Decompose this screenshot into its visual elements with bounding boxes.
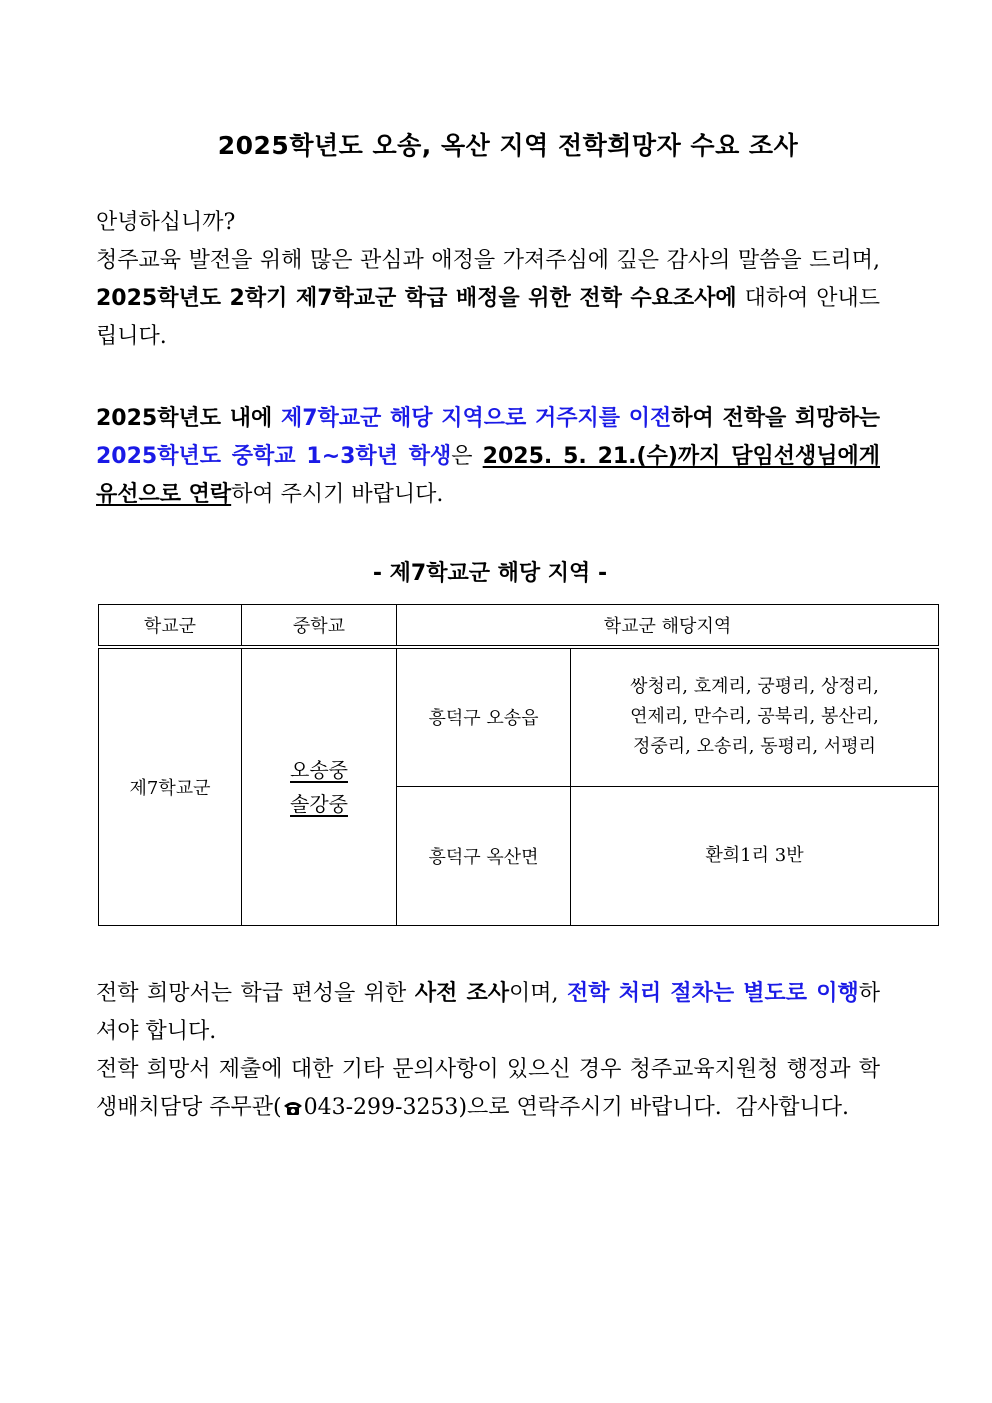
intro-body-text-1: 청주교육 발전을 위해 많은 관심과 애정을 가져주심에 깊은 감사의 말씀을 드리며, [96, 248, 880, 273]
intro-body [96, 242, 880, 356]
intro-paragraph [96, 204, 880, 356]
header-middle-school: 중학교 [242, 605, 397, 648]
phone-number[interactable]: 043-299-3253 [303, 1095, 459, 1120]
notice-target-highlight: 2025학년도 중학교 1~3학년 학생 [96, 444, 452, 469]
village-line: 연제리, 만수리, 공북리, 봉산리, [630, 706, 879, 728]
villages-cell [571, 786, 939, 925]
region-table [98, 604, 939, 926]
notice-part1: 2025학년도 내에 [96, 406, 281, 431]
notice-deadline: 2025. 5. 21.(수)까지 담임선생님에게 유선으로 연락 [96, 444, 880, 507]
closing-part5: 하셔야 합니다. [96, 981, 880, 1044]
table-title: - 제7학교군 해당 지역 - [372, 561, 608, 586]
notice-paragraph [96, 400, 880, 514]
closing-contact-text: 전학 희망서 제출에 대한 기타 문의사항이 있으신 경우 청주교육지원청 행정과 학생배치담당 주무관( [96, 1057, 880, 1120]
closing-contact [96, 1051, 880, 1129]
closing-line-1 [96, 975, 880, 1051]
district-cell: 흥덕구 옥산면 [397, 786, 571, 925]
notice-part3: 하여 전학을 희망하는 [671, 406, 881, 431]
header-school-group: 학교군 [99, 605, 242, 648]
table-header-row [99, 605, 939, 648]
villages-cell [571, 647, 939, 786]
closing-part3: 이며, [509, 981, 568, 1006]
village-line: 쌍청리, 호계리, 궁평리, 상정리, [630, 676, 879, 698]
village-line: 정중리, 오송리, 동평리, 서평리 [633, 736, 876, 758]
intro-body-bold: 2025학년도 2학기 제7학교군 학급 배정을 위한 전학 수요조사에 [96, 286, 737, 311]
notice-part7: 하여 주시기 바랍니다. [231, 482, 444, 507]
closing-pre-survey: 사전 조사 [414, 981, 509, 1006]
village-line: 환희1리 3반 [705, 844, 804, 866]
phone-icon [282, 1091, 304, 1129]
table-row [99, 647, 939, 786]
schools-cell [242, 647, 397, 926]
notice-region-highlight: 제7학교군 해당 지역으로 거주지를 이전 [280, 406, 672, 431]
school-name: 솔강중 [290, 792, 348, 816]
document-title: 2025학년도 오송, 옥산 지역 전학희망자 수요 조사 [217, 131, 799, 160]
notice-part5: 은 [451, 444, 483, 469]
school-name: 오송중 [290, 758, 348, 782]
closing-part1: 전학 희망서는 학급 편성을 위한 [96, 981, 415, 1006]
closing-thanks: 감사합니다. [721, 1095, 850, 1120]
header-region: 학교군 해당지역 [397, 605, 939, 648]
district-cell: 흥덕구 오송읍 [397, 647, 571, 786]
intro-body-text-2: 대하여 안내드립니다. [96, 286, 881, 349]
closing-paragraph [96, 975, 880, 1129]
school-group-cell: 제7학교군 [99, 647, 242, 926]
greeting: 안녕하십니까? [96, 210, 236, 235]
closing-procedure-highlight: 전학 처리 절차는 별도로 이행 [567, 981, 859, 1006]
closing-contact-end: )으로 연락주시기 바랍니다. [458, 1095, 722, 1120]
